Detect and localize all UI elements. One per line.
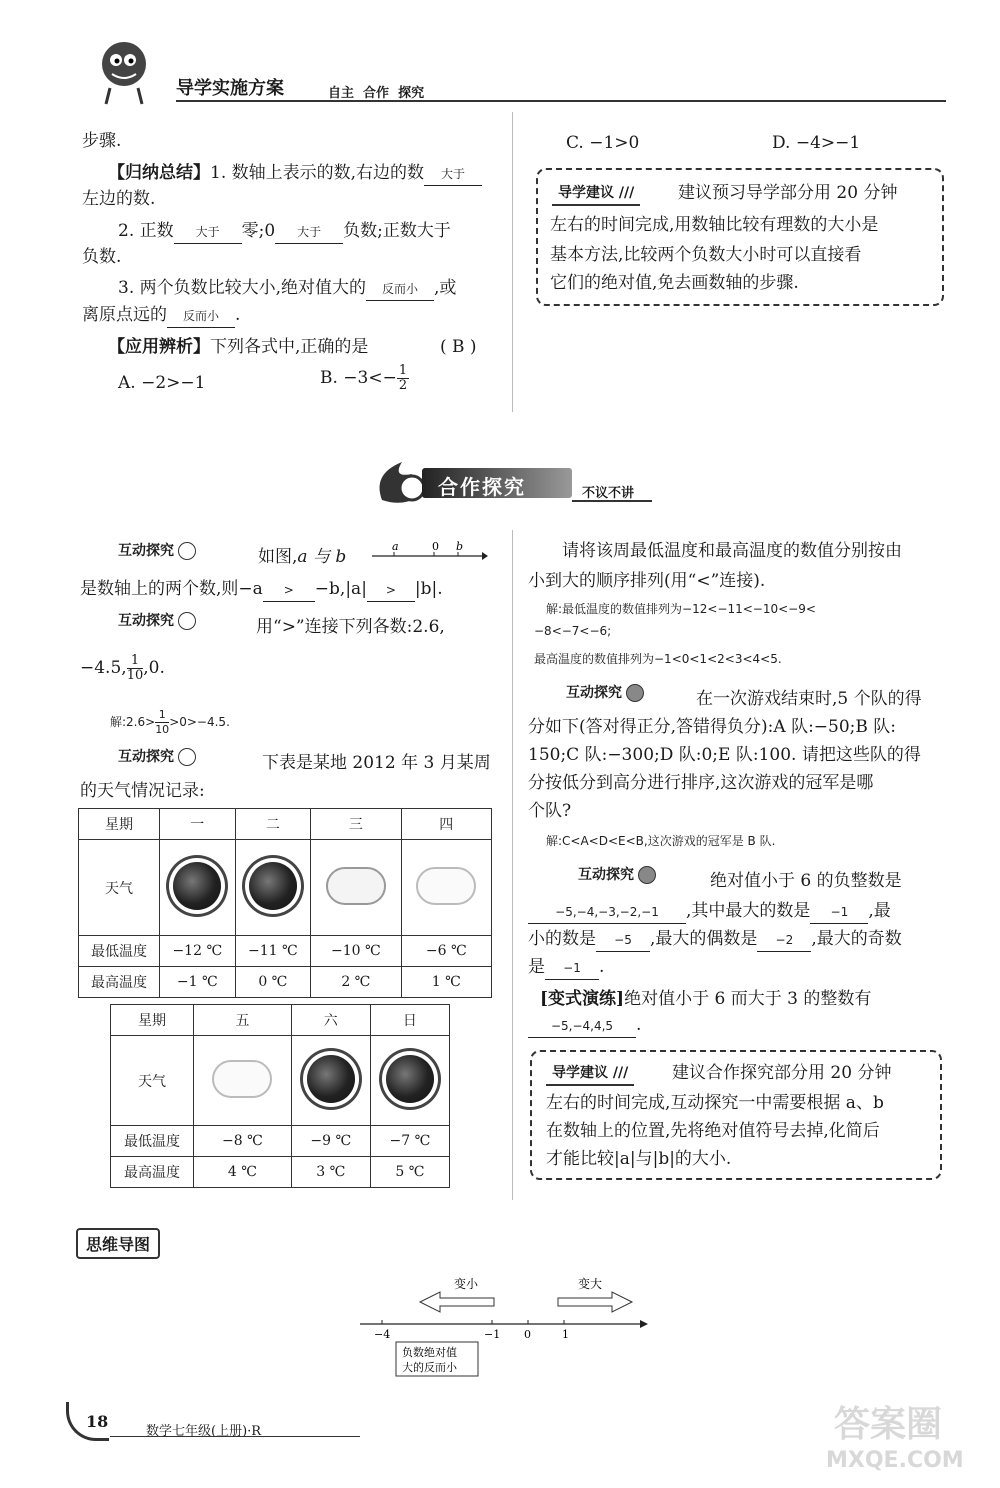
table-header: 三 <box>311 809 401 840</box>
column-divider <box>512 112 513 412</box>
tag-label: 互动探究 <box>566 685 622 701</box>
tip-line: 建议合作探究部分用 20 分钟 <box>672 1063 892 1083</box>
table-cell: 3 ℃ <box>291 1157 370 1188</box>
fraction-denominator: 10 <box>126 668 144 683</box>
solution-line: 解:最低温度的数值排列为−12<−11<−10<−9< <box>546 602 816 616</box>
solution-line: −8<−7<−6; <box>534 624 612 638</box>
text: ,最大的奇数 <box>811 929 902 949</box>
text: 解:2.6> <box>110 715 156 729</box>
interactive-tag <box>118 610 196 630</box>
column-divider <box>512 530 513 1200</box>
text: 零;0 <box>241 221 276 241</box>
text: . <box>636 1015 642 1035</box>
table-cell: 4 ℃ <box>194 1157 292 1188</box>
table-header: 五 <box>194 1005 292 1036</box>
row-label: 最低温度 <box>79 936 160 967</box>
text-line: 左边的数. <box>82 189 156 209</box>
summary-text: 1. 数轴上表示的数,右边的数 <box>210 163 425 183</box>
sun-icon <box>307 1055 355 1103</box>
table-header: 日 <box>370 1005 449 1036</box>
sun-icon <box>249 862 297 910</box>
tag-label: 互动探究 <box>118 749 174 765</box>
apply-label: 【应用辨析】 <box>108 337 210 357</box>
tag-label: 互动探究 <box>118 543 174 559</box>
row-label: 天气 <box>111 1036 194 1126</box>
footer-rule <box>110 1436 360 1437</box>
table-cell: −8 ℃ <box>194 1126 292 1157</box>
text: >0>−4.5. <box>169 715 230 729</box>
weather-table-1 <box>78 808 492 998</box>
answer-blank: > <box>263 579 315 602</box>
circle-icon <box>178 542 196 560</box>
table-header: 星期 <box>79 809 160 840</box>
weather-cell <box>291 1036 370 1126</box>
apply-line <box>108 336 368 358</box>
banner-subtitle: 不议不讲 <box>582 486 635 501</box>
option-b-text: B. −3<− <box>320 368 397 388</box>
q5-line-4 <box>528 956 604 980</box>
row-label: 天气 <box>79 840 160 936</box>
table-header: 星期 <box>111 1005 194 1036</box>
q5-line-3 <box>528 928 902 952</box>
text: 是 <box>528 957 545 977</box>
text: 小的数是 <box>528 929 596 949</box>
text-line: 步骤. <box>82 131 122 151</box>
box-text: 负数绝对值 <box>402 1346 457 1359</box>
number-line <box>370 536 490 566</box>
fraction-numerator: 1 <box>155 708 169 723</box>
banner-title: 合作探究 <box>438 475 526 499</box>
tick-label: 0 <box>432 540 439 553</box>
variation-text: 绝对值小于 6 而大于 3 的整数有 <box>624 989 872 1009</box>
summary-line-3 <box>118 277 456 301</box>
tick-label: −4 <box>374 1328 391 1341</box>
table-header: 四 <box>401 809 491 840</box>
q5-line-1: 绝对值小于 6 的负整数是 <box>710 871 902 891</box>
fraction <box>397 364 409 393</box>
apply-answer: ( B ) <box>440 337 477 357</box>
text: −b,|a| <box>314 579 367 599</box>
weather-table-2 <box>110 1004 450 1188</box>
weather-cell <box>194 1036 292 1126</box>
weather-cell <box>235 840 311 936</box>
text: |b|. <box>414 579 443 599</box>
table-header: 一 <box>160 809 236 840</box>
summary-line-2 <box>118 220 451 244</box>
fraction-numerator: 1 <box>127 654 144 669</box>
answer-blank: −5,−4,−3,−2,−1 <box>528 901 686 924</box>
weather-cell <box>370 1036 449 1126</box>
text: 2. 正数 <box>118 221 174 241</box>
table-header: 六 <box>291 1005 370 1036</box>
answer-blank: −5,−4,4,5 <box>528 1015 636 1038</box>
text: 如图, <box>258 547 298 567</box>
option-c: C. −1>0 <box>566 133 640 153</box>
q5-line-2 <box>528 900 891 924</box>
tip-line: 建议预习导学部分用 20 分钟 <box>678 183 898 203</box>
tip-box <box>530 1050 942 1180</box>
table-cell: 0 ℃ <box>235 967 311 998</box>
tip-line: 基本方法,比较两个负数大小时可以直接看 <box>550 245 862 265</box>
cloudy-icon <box>326 867 386 905</box>
book-title: 数学七年级(上册)·R <box>146 1424 262 1439</box>
mindmap-label: 思维导图 <box>76 1228 160 1259</box>
header-subtitle: 自主 合作 探究 <box>328 86 425 101</box>
tip-label: 导学建议 /// <box>546 1060 634 1086</box>
table-cell: 2 ℃ <box>311 967 401 998</box>
circle-icon <box>178 612 196 630</box>
smaller-label: 变小 <box>454 1277 479 1291</box>
tag-label: 互动探究 <box>118 613 174 629</box>
text-line: 小到大的顺序排列(用“<”连接). <box>528 571 766 591</box>
text: ,最大的偶数是 <box>650 929 758 949</box>
left-arrow-icon <box>420 1292 494 1312</box>
interactive-tag <box>118 540 196 560</box>
q4-line: 分如下(答对得正分,答错得负分):A 队:−50;B 队: <box>528 717 897 737</box>
fraction-numerator: 1 <box>398 363 408 378</box>
table-cell: −1 ℃ <box>160 967 236 998</box>
interactive-tag <box>118 746 196 766</box>
answer-blank: 大于 <box>424 163 482 186</box>
mascot-icon <box>96 38 152 108</box>
answer-blank: −1 <box>810 901 868 924</box>
tick-label: 0 <box>524 1328 531 1341</box>
text: 是数轴上的两个数,则−a <box>80 579 263 599</box>
bigger-label: 变大 <box>578 1277 603 1291</box>
tip-line: 在数轴上的位置,先将绝对值符号去掉,化简后 <box>546 1121 880 1141</box>
watermark-url: MXQE.COM <box>826 1448 964 1473</box>
fraction-denominator: 10 <box>155 723 170 736</box>
tip-line: 左右的时间完成,互动探究一中需要根据 a、b <box>546 1093 884 1113</box>
interactive-tag <box>566 682 644 702</box>
summary-line-1 <box>108 162 482 186</box>
option-b <box>320 364 409 393</box>
text: . <box>599 957 605 977</box>
q4-line: 分按低分到高分进行排序,这次游戏的冠军是哪 <box>528 773 874 793</box>
weather-cell <box>160 840 236 936</box>
table-cell: −10 ℃ <box>311 936 401 967</box>
circle-icon <box>638 866 656 884</box>
fraction <box>155 708 169 737</box>
answer-blank: −5 <box>596 929 650 952</box>
q1-line-1 <box>258 546 346 568</box>
text: 3. 两个负数比较大小,绝对值大的 <box>118 278 367 298</box>
header-title: 导学实施方案 <box>176 78 284 99</box>
tick-label: b <box>456 540 464 553</box>
variation-label: [变式演练] <box>540 989 625 1009</box>
weather-cell <box>401 840 491 936</box>
weather-cell <box>311 840 401 936</box>
box-text: 大的反而小 <box>402 1361 457 1374</box>
tip-line: 它们的绝对值,免去画数轴的步骤. <box>550 273 799 293</box>
row-label: 最低温度 <box>111 1126 194 1157</box>
q2-line-1: 用“>”连接下列各数:2.6, <box>256 617 445 637</box>
table-cell: 1 ℃ <box>401 967 491 998</box>
tip-line: 才能比较|a|与|b|的大小. <box>546 1149 732 1169</box>
table-cell: −12 ℃ <box>160 936 236 967</box>
q2-solution <box>110 708 230 737</box>
q2-line-2 <box>80 654 165 683</box>
text: a 与 b <box>297 547 347 567</box>
watermark-text: 答案圈 <box>834 1404 943 1445</box>
option-d: D. −4>−1 <box>772 133 861 153</box>
q4-solution: 解:C<A<D<E<B,这次游戏的冠军是 B 队. <box>546 834 776 848</box>
section-banner <box>372 454 652 510</box>
header-rule <box>176 100 946 102</box>
text: ,0. <box>143 658 165 678</box>
table-header: 二 <box>235 809 311 840</box>
answer-blank: −2 <box>757 929 811 952</box>
text: −4.5, <box>80 658 127 678</box>
q4-line: 150;C 队:−300;D 队:0;E 队:100. 请把这些队的得 <box>528 745 921 765</box>
table-cell: −11 ℃ <box>235 936 311 967</box>
sun-icon <box>173 862 221 910</box>
q3-line-1: 下表是某地 2012 年 3 月某周 <box>262 753 491 773</box>
text: 负数;正数大于 <box>343 221 451 241</box>
tip-label: 导学建议 /// <box>552 180 640 206</box>
interactive-tag <box>578 864 656 884</box>
right-arrow-icon <box>558 1292 632 1312</box>
q3-line-2: 的天气情况记录: <box>80 781 205 801</box>
snow-cloud-icon <box>416 867 476 905</box>
tip-box <box>536 168 944 306</box>
table-cell: −6 ℃ <box>401 936 491 967</box>
q4-line: 个队? <box>528 801 572 821</box>
mindmap-diagram <box>356 1270 656 1380</box>
solution-line: 最高温度的数值排列为−1<0<1<2<3<4<5. <box>534 652 782 666</box>
summary-line-4 <box>82 304 240 328</box>
text: ,或 <box>434 278 457 298</box>
circle-icon <box>626 684 644 702</box>
q1-line-2 <box>80 578 443 602</box>
text: ,最 <box>868 901 891 921</box>
tip-line: 左右的时间完成,用数轴比较有理数的大小是 <box>550 215 879 235</box>
table-cell: −9 ℃ <box>291 1126 370 1157</box>
tick-label: −1 <box>484 1328 501 1341</box>
text: 离原点远的 <box>82 305 167 325</box>
variation-line <box>540 988 871 1010</box>
option-a: A. −2>−1 <box>118 373 206 393</box>
page-number: 18 <box>86 1412 109 1431</box>
answer-blank: 大于 <box>174 221 242 244</box>
tag-label: 互动探究 <box>578 867 634 883</box>
answer-blank: −1 <box>545 957 599 980</box>
cloudy-icon <box>212 1060 272 1098</box>
row-label: 最高温度 <box>79 967 160 998</box>
table-cell: 5 ℃ <box>370 1157 449 1188</box>
q4-line: 在一次游戏结束时,5 个队的得 <box>696 689 922 709</box>
tick-label: 1 <box>562 1328 569 1341</box>
variation-answer-line <box>528 1014 641 1038</box>
text-line: 负数. <box>82 247 122 267</box>
sun-icon <box>386 1055 434 1103</box>
banner-rule <box>572 500 652 502</box>
tick-label: a <box>392 540 399 553</box>
apply-text: 下列各式中,正确的是 <box>210 337 369 357</box>
text: . <box>235 305 241 325</box>
text: ,其中最大的数是 <box>686 901 811 921</box>
fraction-denominator: 2 <box>398 378 408 393</box>
answer-blank: > <box>367 579 415 602</box>
fraction <box>127 654 144 683</box>
answer-blank: 大于 <box>275 221 343 244</box>
answer-blank: 反而小 <box>167 305 235 328</box>
answer-blank: 反而小 <box>366 278 434 301</box>
table-cell: −7 ℃ <box>370 1126 449 1157</box>
row-label: 最高温度 <box>111 1157 194 1188</box>
circle-icon <box>178 748 196 766</box>
summary-label: 【归纳总结】 <box>108 163 210 183</box>
text-line: 请将该周最低温度和最高温度的数值分别按由 <box>562 541 902 561</box>
